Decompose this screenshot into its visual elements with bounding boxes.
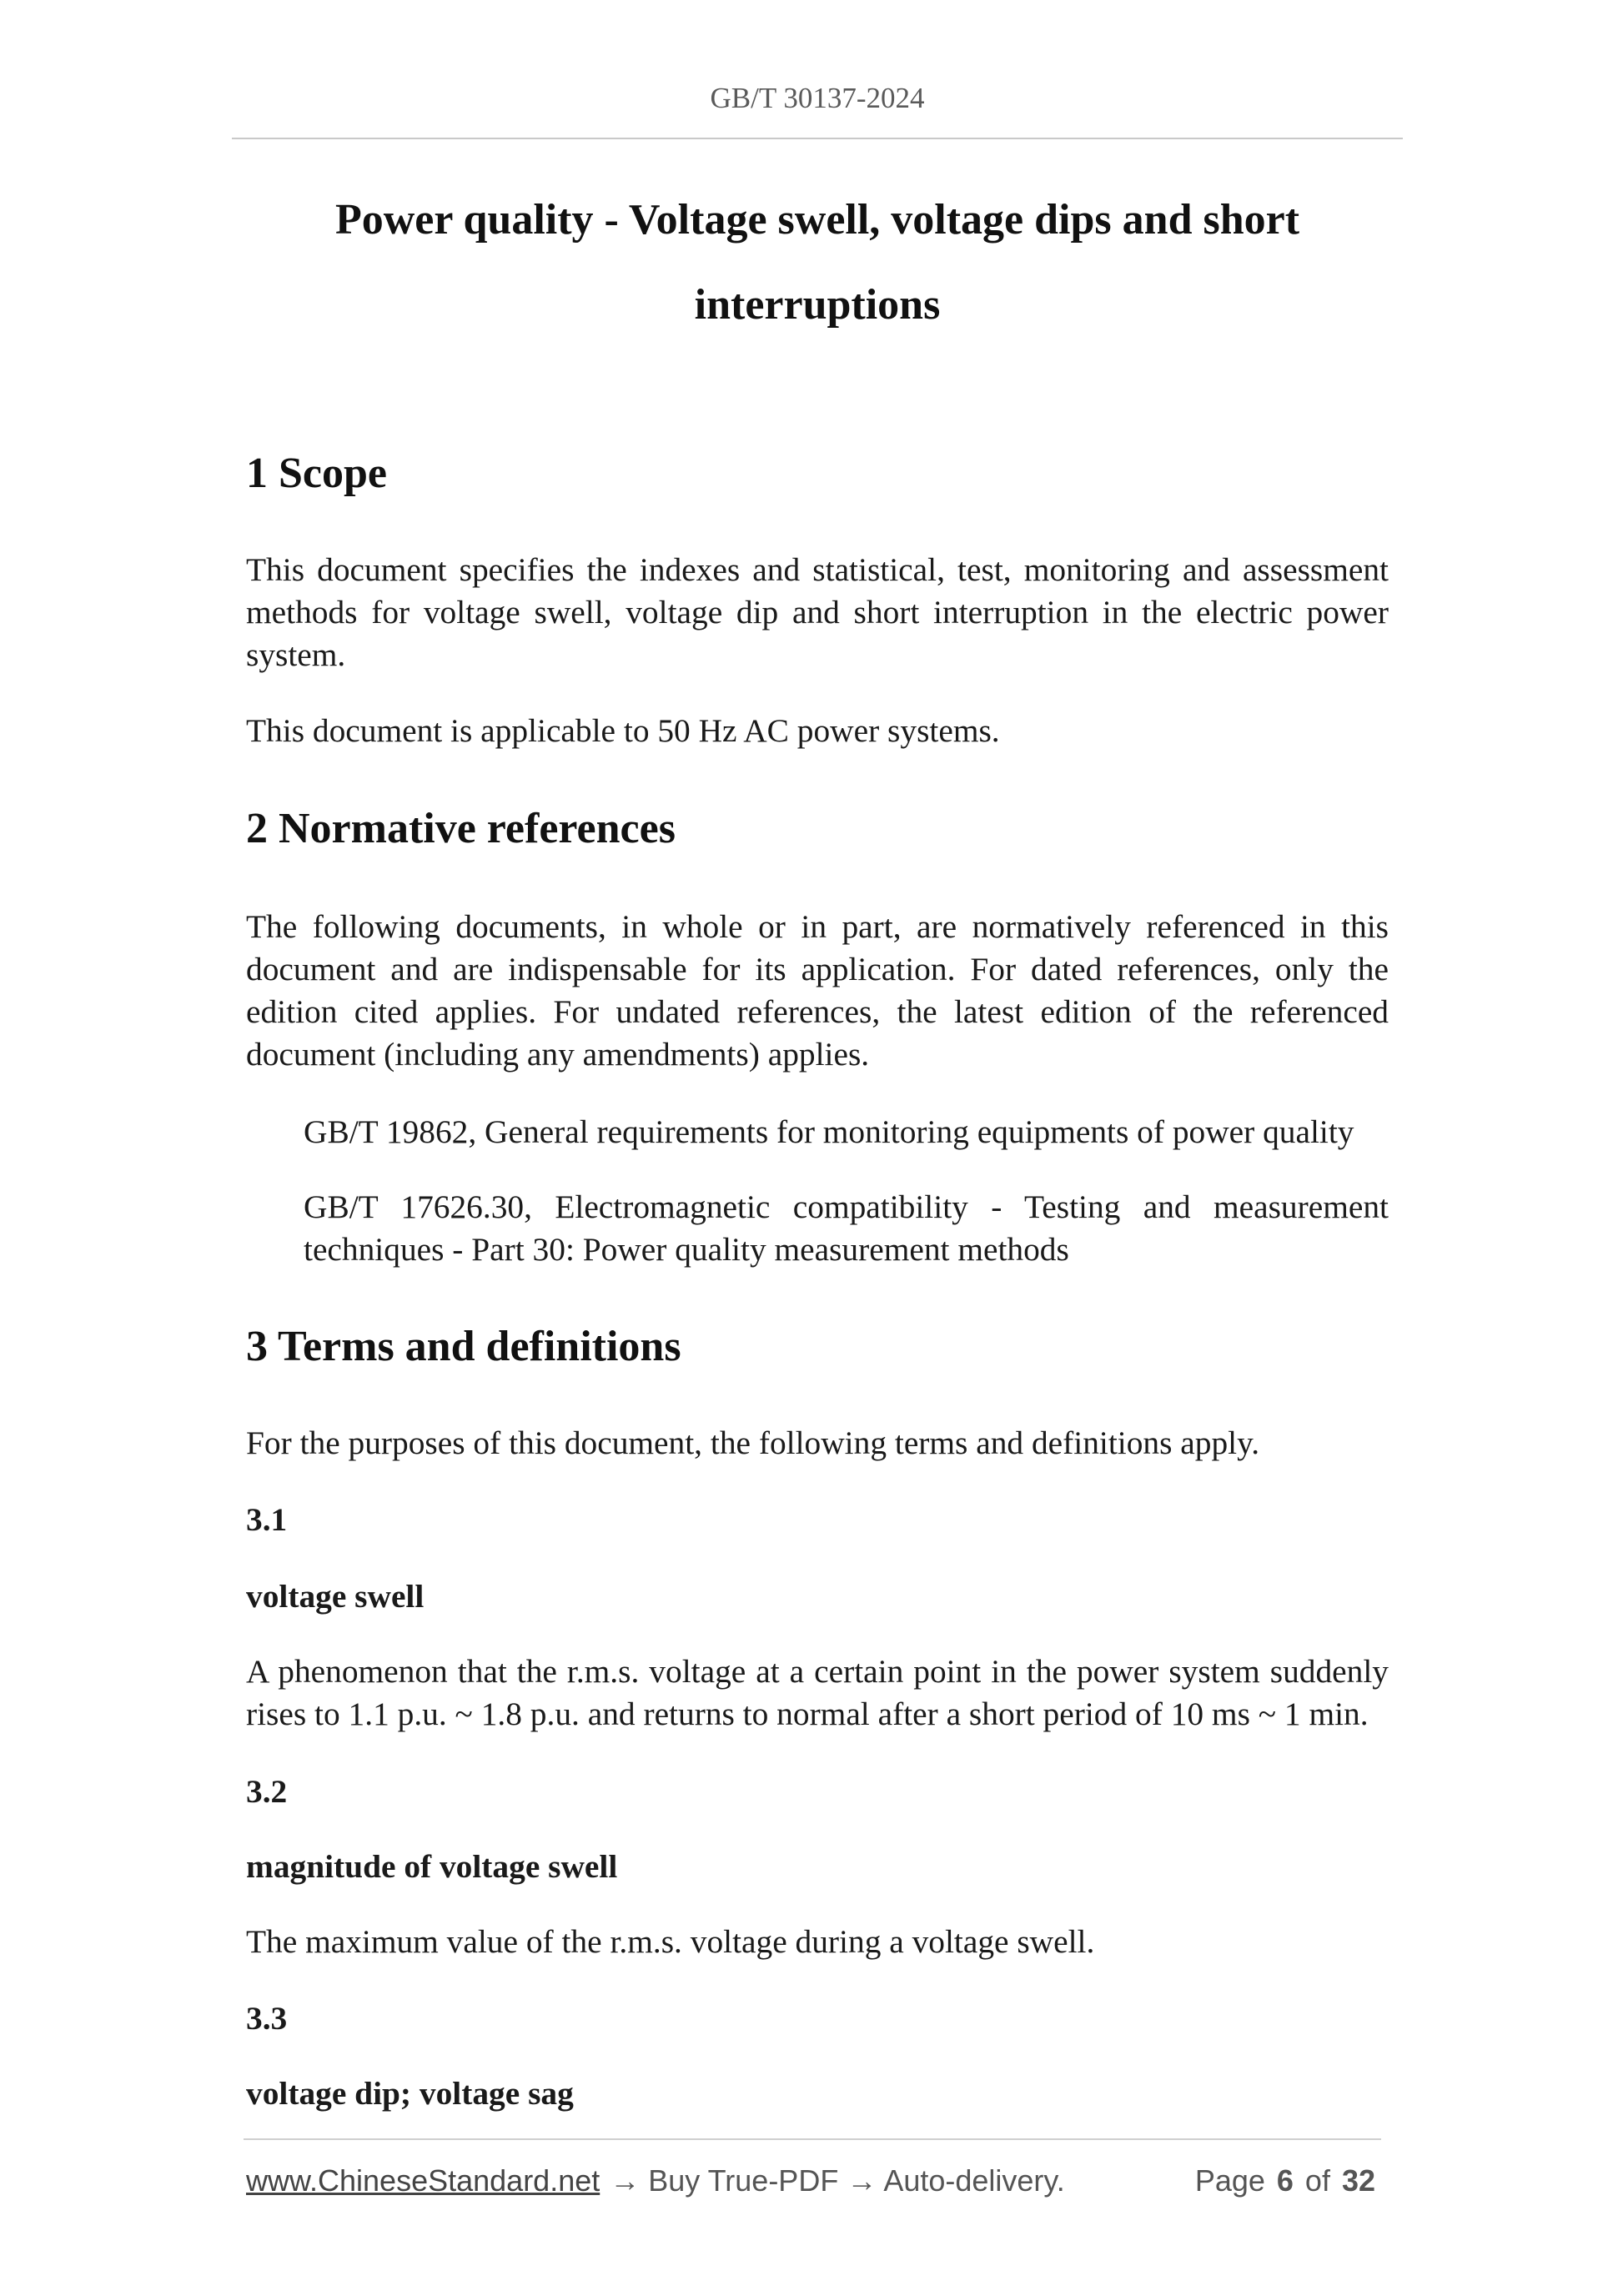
- section-heading-normative-references: 2 Normative references: [246, 805, 676, 852]
- section-heading-scope: 1 Scope: [246, 450, 387, 497]
- section-heading-terms-and-definitions: 3 Terms and definitions: [246, 1323, 681, 1370]
- term-name: voltage swell: [246, 1578, 425, 1615]
- term-number: 3.3: [246, 2000, 288, 2037]
- definition-line: A phenomenon that the r.m.s. voltage at a certain point in the power system suddenly: [246, 1653, 1389, 1690]
- definition-line: rises to 1.1 p.u. ~ 1.8 p.u. and returns to normal after a short period of 10 ms ~ 1 min.: [246, 1696, 1369, 1732]
- paragraph-line: system.: [246, 636, 346, 673]
- reference-line: techniques - Part 30: Power quality measurement methods: [304, 1231, 1069, 1268]
- scope-paragraph-1: [246, 549, 1389, 676]
- reference-line: GB/T 19862, General requirements for monitoring equipments of power quality: [304, 1113, 1354, 1150]
- footer-website-link[interactable]: www.ChineseStandard.net: [246, 2163, 600, 2198]
- of-label: of: [1304, 2163, 1330, 2198]
- paragraph-line: The following documents, in whole or in part, are normatively referenced in this: [246, 908, 1389, 945]
- paragraph-line: edition cited applies. For undated references, the latest edition of the referenced: [246, 993, 1389, 1030]
- reference-item: [304, 1111, 1389, 1153]
- running-header-doc-number: GB/T 30137-2024: [710, 82, 925, 114]
- term-number: 3.1: [246, 1501, 288, 1538]
- current-page-number: 6: [1276, 2163, 1294, 2198]
- page-counter: [1195, 2163, 1375, 2199]
- reference-item: [304, 1186, 1389, 1271]
- paragraph-line: document and are indispensable for its application. For dated references, only the: [246, 951, 1389, 987]
- reference-line: GB/T 17626.30, Electromagnetic compatibility - Testing and measurement: [304, 1188, 1389, 1225]
- paragraph-line: document (including any amendments) applies.: [246, 1036, 870, 1073]
- paragraph-line: methods for voltage swell, voltage dip and short interruption in the electric power: [246, 594, 1389, 631]
- paragraph-line: This document specifies the indexes and statistical, test, monitoring and assessment: [246, 551, 1389, 588]
- term-number: 3.2: [246, 1773, 288, 1810]
- page-label: Page: [1194, 2163, 1265, 2198]
- terms-intro-paragraph: For the purposes of this document, the following terms and definitions apply.: [246, 1424, 1260, 1461]
- footer-promo: [246, 2163, 1065, 2199]
- normative-references-paragraph: [246, 906, 1389, 1076]
- term-name: magnitude of voltage swell: [246, 1848, 618, 1885]
- total-pages: 32: [1341, 2163, 1375, 2198]
- header-rule: [232, 138, 1403, 139]
- footer-rule: [244, 2138, 1381, 2140]
- term-definition: [246, 1650, 1389, 1736]
- footer-tagline: → Buy True-PDF → Auto-delivery.: [610, 2163, 1065, 2198]
- document-title-line-2: interruptions: [694, 281, 941, 329]
- scope-paragraph-2: This document is applicable to 50 Hz AC power systems.: [246, 712, 1000, 749]
- term-name: voltage dip; voltage sag: [246, 2075, 574, 2112]
- document-title-line-1: Power quality - Voltage swell, voltage dips and short: [334, 196, 1300, 244]
- term-definition: The maximum value of the r.m.s. voltage during a voltage swell.: [246, 1923, 1095, 1960]
